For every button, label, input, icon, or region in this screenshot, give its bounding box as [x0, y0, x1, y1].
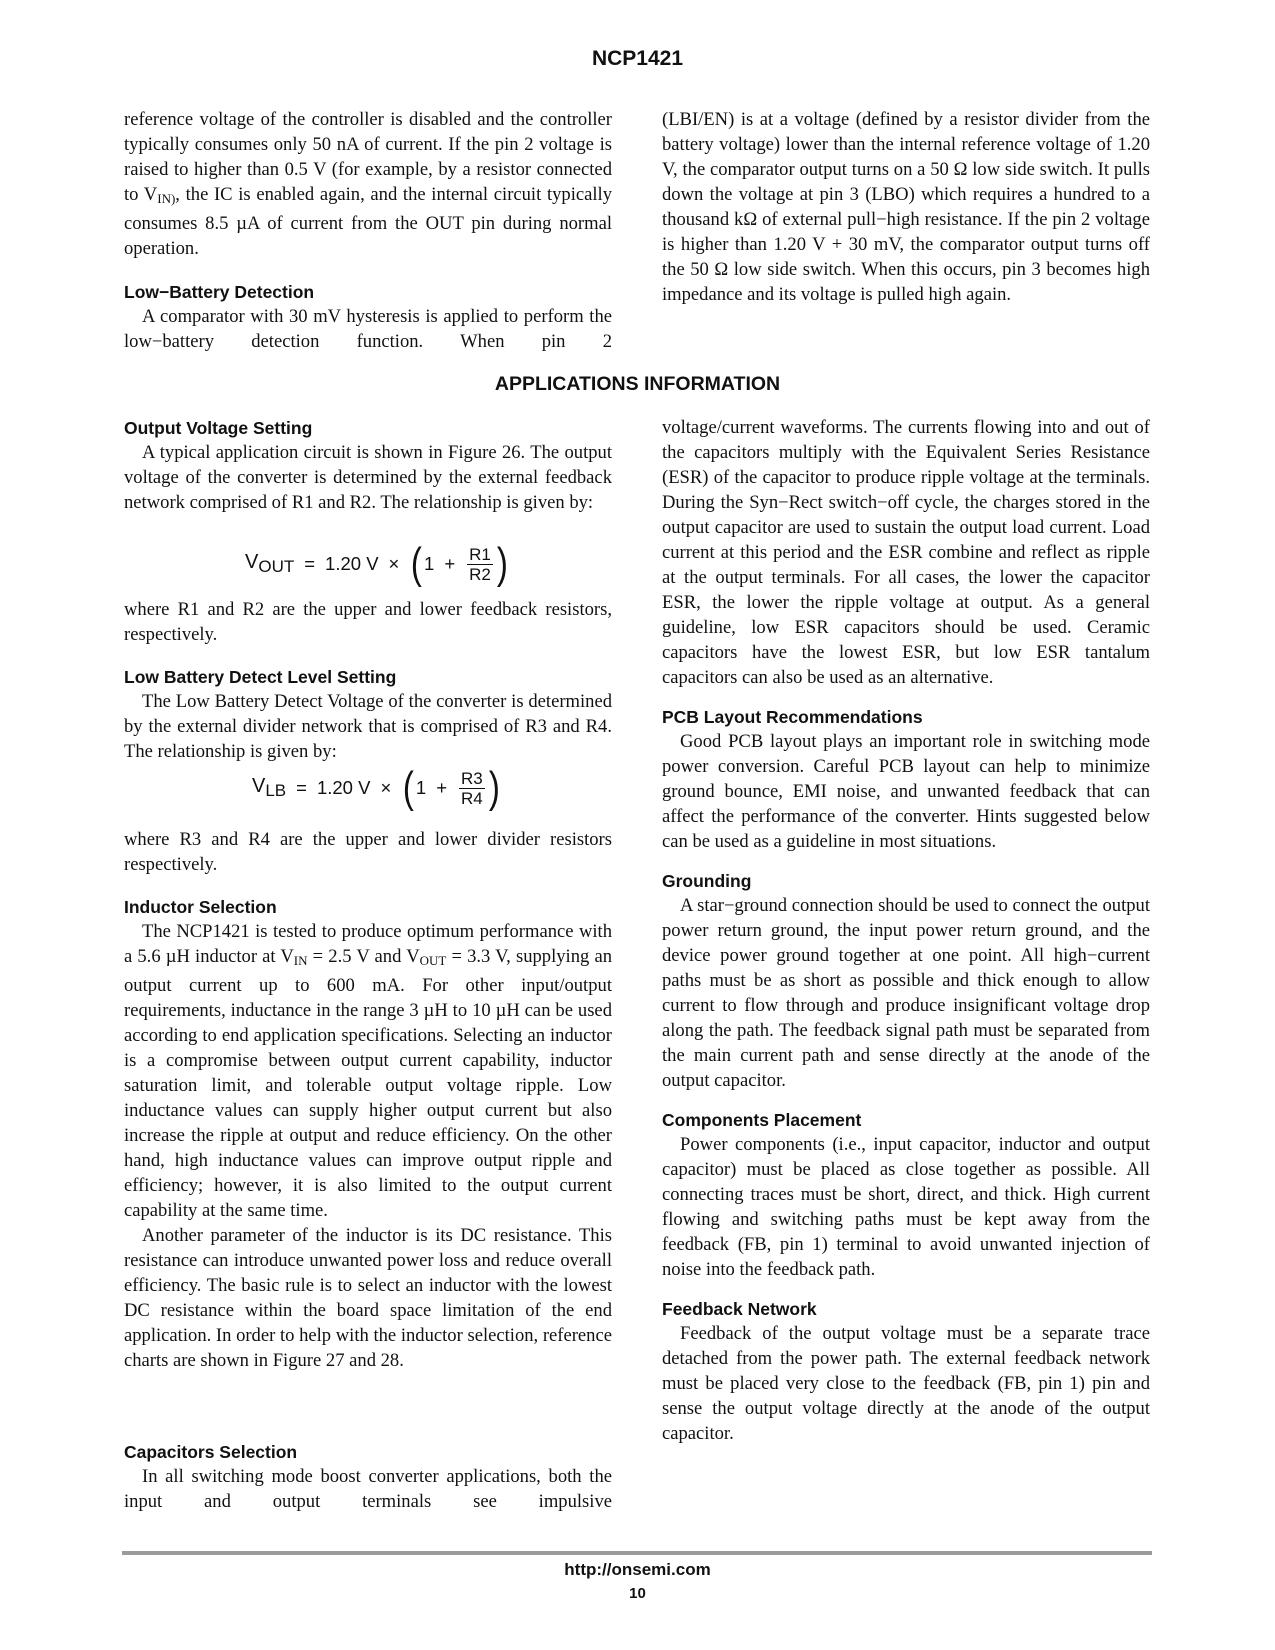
- footer-divider: [122, 1551, 1152, 1555]
- intro-subscript: IN): [157, 191, 176, 206]
- intro-paragraph: [124, 107, 612, 261]
- inductor-heading: Inductor Selection: [124, 897, 277, 917]
- footer-url[interactable]: http://onsemi.com: [564, 1560, 711, 1579]
- top-right-column: [662, 107, 1150, 307]
- feedback-heading: Feedback Network: [662, 1299, 817, 1319]
- eq-lhs-v: V: [245, 551, 259, 573]
- eq-denominator: R2: [469, 564, 491, 584]
- eq-close-paren: ): [496, 539, 508, 588]
- inductor-p1-a: The NCP1421 is tested to produce optimum performance with a 5.6 µH inductor at V: [124, 921, 612, 967]
- eq2-one: 1: [415, 777, 427, 798]
- eq2-times: ×: [380, 777, 392, 798]
- vlb-equation: [252, 763, 501, 812]
- inductor-sub-in: IN: [293, 953, 308, 968]
- inductor-section: [124, 895, 612, 1373]
- eq-constant: 1.20 V: [325, 553, 379, 574]
- intro-text-a: reference voltage of the controller is disabled and the controller typically consumes only 50 nA of current. If the pin 2 voltage is raised to higher than 0.5 V (for example, by a resistor connected to V: [124, 109, 612, 205]
- eq-lhs-sub: OUT: [258, 557, 295, 576]
- right-column: [662, 415, 1150, 1446]
- low-battery-heading: Low−Battery Detection: [124, 282, 315, 302]
- pcb-heading: PCB Layout Recommendations: [662, 707, 923, 727]
- eq-one: 1: [424, 553, 435, 574]
- capacitors-heading: Capacitors Selection: [124, 1442, 298, 1462]
- vout-equation: [245, 539, 510, 588]
- eq2-open-paren: (: [403, 763, 415, 812]
- inductor-paragraph-2: Another parameter of the inductor is its DC resistance. This resistance can introduce unwanted power loss and reduce overall efficiency. The basic rule is to select an inductor with the lowest DC resistance within the board space limitation of the end application. In order to help with the inductor selection, reference charts are shown in Figure 27 and 28.: [124, 1225, 612, 1371]
- capacitors-text: In all switching mode boost converter applications, both the input and output terminals see impulsive: [124, 1466, 612, 1512]
- top-left-column: [124, 107, 612, 354]
- eq-numerator: R1: [469, 544, 491, 564]
- output-voltage-text: A typical application circuit is shown in Figure 26. The output voltage of the converter is determined by the external feedback network comprised of R1 and R2. The relationship is given by:: [124, 442, 612, 513]
- inductor-p1-b: = 2.5 V and V: [307, 946, 420, 967]
- eq2-close-paren: ): [488, 763, 500, 812]
- low-battery-level-section: [124, 665, 612, 764]
- pcb-text: Good PCB layout plays an important role in switching mode power conversion. Careful PCB layout can help to minimize ground bounce, EMI noise, and unwanted feedback that can affect the performance of the converter. Hints suggested below can be used as a guideline in most situations.: [662, 731, 1150, 852]
- inductor-p1-c: = 3.3 V, supplying an output current up to 600 mA. For other input/output requirements, inductance in the range 3 µH to 10 µH can be used according to end application specifications. Selecting an inductor is a compromise between output current capability, inductor saturation limit, and tolerable output voltage ripple. Low inductance values can supply higher output current but also increase the ripple at output and reduce efficiency. On the other hand, high inductance values can improve output ripple and efficiency; however, it is also limited to the output current capability at the same time.: [124, 946, 612, 1221]
- grounding-text: A star−ground connection should be used to connect the output power return ground, the input power return ground, and the device power ground together at one point. All high−current paths must be as short as possible and thick enough to allow current to flow through and produce insignificant voltage drop along the path. The feedback signal path must be separated from the main current path and sense directly at the anode of the output capacitor.: [662, 895, 1150, 1091]
- comparator-text: (LBI/EN) is at a voltage (defined by a resistor divider from the battery voltage) lower than the internal reference voltage of 1.20 V, the comparator output turns on a 50 Ω low side switch. It pulls down the voltage at pin 3 (LBO) which requires a hundred to a thousand kΩ of external pull−high resistance. If the pin 2 voltage is higher than 1.20 V + 30 mV, the comparator output turns off the 50 Ω low side switch. When this occurs, pin 3 becomes high impedance and its voltage is pulled high again.: [662, 109, 1150, 305]
- eq2-plus: +: [436, 777, 448, 798]
- components-text: Power components (i.e., input capacitor, inductor and output capacitor) must be placed as close together as possible. All connecting traces must be short, direct, and thick. High current flowing and switching paths must be kept away from the feedback (FB, pin 1) terminal to avoid unwanted injection of noise into the feedback path.: [662, 1134, 1150, 1280]
- components-heading: Components Placement: [662, 1110, 862, 1130]
- eq-open-paren: (: [411, 539, 423, 588]
- eq-plus: +: [444, 553, 456, 574]
- capacitors-section: [124, 1440, 612, 1514]
- eq-equals: =: [304, 553, 316, 574]
- output-voltage-heading: Output Voltage Setting: [124, 418, 313, 438]
- inductor-sub-out: OUT: [419, 953, 447, 968]
- low-battery-level-text: The Low Battery Detect Voltage of the converter is determined by the external divider network that is comprised of R3 and R4. The relationship is given by:: [124, 691, 612, 762]
- low-battery-level-after: [124, 827, 612, 877]
- eq2-equals: =: [296, 777, 307, 798]
- page-number: 10: [629, 1585, 646, 1602]
- low-battery-level-heading: Low Battery Detect Level Setting: [124, 667, 397, 687]
- eq2-numerator: R3: [461, 768, 483, 788]
- eq2-lhs-v: V: [252, 775, 266, 797]
- eq2-denominator: R4: [461, 788, 483, 808]
- output-voltage-after: [124, 597, 612, 647]
- output-voltage-section: [124, 416, 612, 515]
- section-title: APPLICATIONS INFORMATION: [494, 373, 781, 395]
- feedback-text: Feedback of the output voltage must be a separate trace detached from the power path. The external feedback network must be placed very close to the feedback (FB, pin 1) pin and sense the output voltage directly at the anode of the output capacitor.: [662, 1323, 1150, 1444]
- inductor-paragraph-1: [124, 919, 612, 1223]
- output-voltage-after-text: where R1 and R2 are the upper and lower feedback resistors, respectively.: [124, 599, 612, 645]
- eq2-constant: 1.20 V: [316, 777, 371, 798]
- intro-text-b: , the IC is enabled again, and the internal circuit typically consumes 8.5 µA of current from the OUT pin during normal operation.: [124, 184, 612, 259]
- low-battery-text: A comparator with 30 mV hysteresis is applied to perform the low−battery detection function. When pin 2: [124, 306, 612, 352]
- eq-lhs: [245, 551, 294, 577]
- page-title: NCP1421: [591, 47, 684, 70]
- eq-times: ×: [388, 553, 400, 574]
- capacitor-continued-text: voltage/current waveforms. The currents flowing into and out of the capacitors multiply with the Equivalent Series Resistance (ESR) of the capacitor to produce ripple voltage at the terminals. During the Syn−Rect switch−off cycle, the charges stored in the output capacitor are used to sustain the output load current. Load current at this period and the ESR combine and reflect as ripple at the output terminals. For all cases, the lower the capacitor ESR, the lower the ripple voltage at output. As a general guideline, low ESR capacitors should be used. Ceramic capacitors have the lowest ESR, but low ESR tantalum capacitors can also be used as an alternative.: [662, 417, 1150, 688]
- eq2-fraction: [459, 769, 485, 808]
- eq-fraction: [467, 545, 493, 584]
- grounding-heading: Grounding: [662, 871, 752, 891]
- eq2-lhs-sub: LB: [265, 781, 287, 800]
- eq2-lhs: [252, 775, 286, 801]
- low-battery-level-after-text: where R3 and R4 are the upper and lower divider resistors respectively.: [124, 829, 612, 875]
